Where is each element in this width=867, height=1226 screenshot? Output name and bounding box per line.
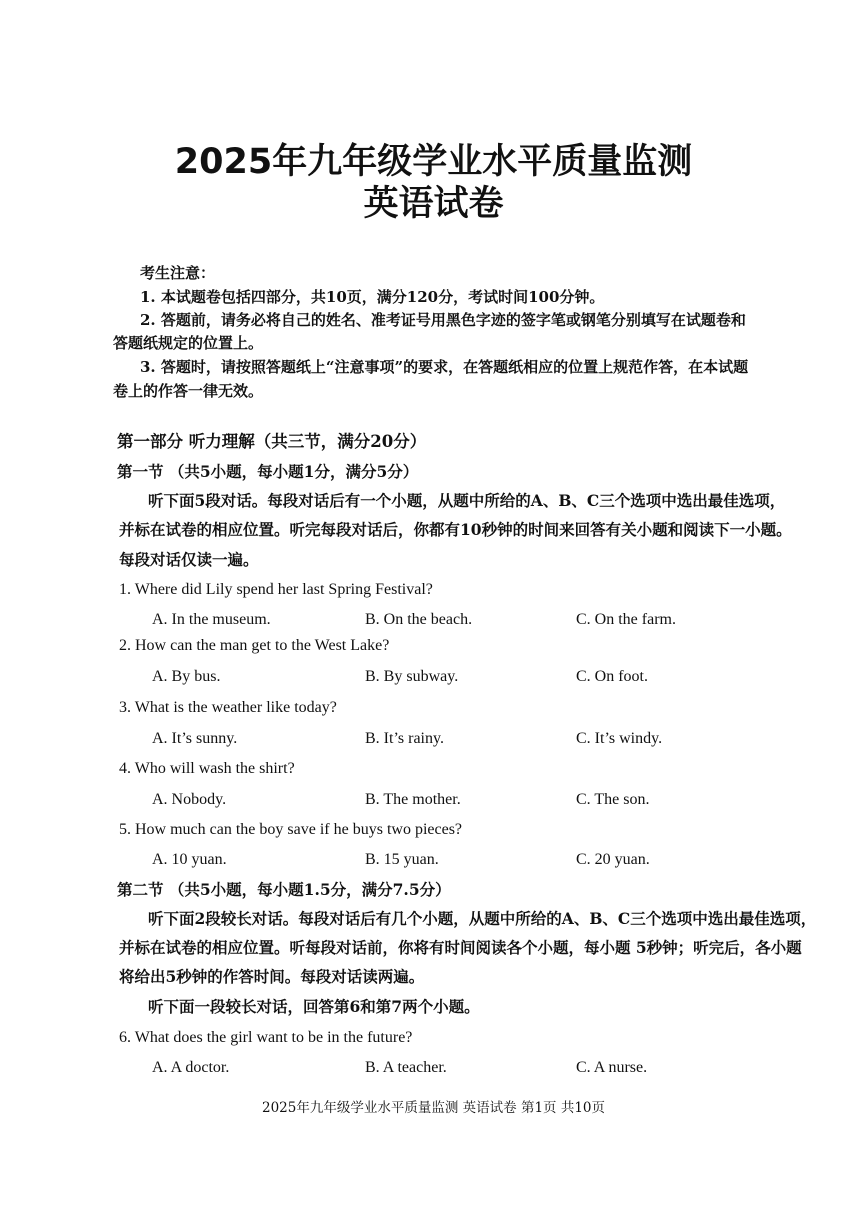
q6-option-a: A. A doctor. bbox=[152, 1059, 230, 1076]
notice-item-1: 1. 本试题卷包括四部分，共10页，满分120分，考试时间100分钟。 bbox=[140, 288, 605, 306]
q5-option-c: C. 20 yuan. bbox=[576, 851, 650, 868]
section2-instruction-1: 听下面2段较长对话。每段对话后有几个小题，从题中所给的A、B、C三个选项中选出最佳选项， bbox=[148, 909, 817, 928]
section2-instruction-3: 将给出5秒钟的作答时间。每段对话读两遍。 bbox=[119, 967, 425, 986]
page-footer: 2025年九年级学业水平质量监测 英语试卷 第1页 共10页 bbox=[262, 1100, 605, 1116]
section1-instruction-2: 并标在试卷的相应位置。听完每段对话后，你都有10秒钟的时间来回答有关小题和阅读下一小题。 bbox=[119, 520, 792, 539]
question-4: 4. Who will wash the shirt? bbox=[119, 760, 295, 777]
q2-option-a: A. By bus. bbox=[152, 668, 221, 685]
title-line-1: 2025年九年级学业水平质量监测 bbox=[174, 142, 693, 182]
q6-option-c: C. A nurse. bbox=[576, 1059, 648, 1076]
question-1: 1. Where did Lily spend her last Spring Festival? bbox=[119, 581, 433, 598]
q4-option-c: C. The son. bbox=[576, 791, 650, 808]
question-3: 3. What is the weather like today? bbox=[119, 699, 337, 716]
section2-heading: 第二节 （共5小题，每小题1.5分，满分7.5分） bbox=[117, 880, 451, 899]
question-6: 6. What does the girl want to be in the future? bbox=[119, 1029, 413, 1046]
title-line-2: 英语试卷 bbox=[363, 184, 504, 224]
question-5: 5. How much can the boy save if he buys two pieces? bbox=[119, 821, 463, 838]
section1-instruction-1: 听下面5段对话。每段对话后有一个小题，从题中所给的A、B、C三个选项中选出最佳选项， bbox=[148, 491, 786, 510]
notice-item-3-cont: 卷上的作答一律无效。 bbox=[113, 382, 264, 400]
section1-instruction-3: 每段对话仅读一遍。 bbox=[119, 550, 259, 569]
q3-option-c: C. It’s windy. bbox=[576, 730, 663, 747]
q2-option-b: B. By subway. bbox=[365, 668, 459, 685]
q3-option-b: B. It’s rainy. bbox=[365, 730, 444, 747]
q1-option-a: A. In the museum. bbox=[152, 611, 271, 628]
notice-item-2-cont: 答题纸规定的位置上。 bbox=[113, 334, 264, 352]
notice-item-2: 2. 答题前，请务必将自己的姓名、准考证号用黑色字迹的签字笔或钢笔分别填写在试题卷和 bbox=[140, 311, 746, 329]
notice-heading: 考生注意： bbox=[140, 264, 216, 282]
q2-option-c: C. On foot. bbox=[576, 668, 648, 685]
question-2: 2. How can the man get to the West Lake? bbox=[119, 637, 390, 654]
section2-instruction-2: 并标在试卷的相应位置。听每段对话前，你将有时间阅读各个小题，每小题 5秒钟；听完后，各小题 bbox=[119, 938, 802, 957]
section2-sub-instruction: 听下面一段较长对话，回答第6和第7两个小题。 bbox=[148, 997, 480, 1016]
section1-heading: 第一节 （共5小题，每小题1分，满分5分） bbox=[117, 462, 419, 481]
q5-option-b: B. 15 yuan. bbox=[365, 851, 439, 868]
q4-option-b: B. The mother. bbox=[365, 791, 461, 808]
q1-option-b: B. On the beach. bbox=[365, 611, 473, 628]
q1-option-c: C. On the farm. bbox=[576, 611, 676, 628]
q6-option-b: B. A teacher. bbox=[365, 1059, 447, 1076]
q4-option-a: A. Nobody. bbox=[152, 791, 227, 808]
notice-item-3: 3. 答题时，请按照答题纸上“注意事项”的要求，在答题纸相应的位置上规范作答，在本试题 bbox=[140, 358, 749, 376]
q5-option-a: A. 10 yuan. bbox=[152, 851, 227, 868]
part1-heading: 第一部分 听力理解（共三节，满分20分） bbox=[117, 432, 427, 451]
q3-option-a: A. It’s sunny. bbox=[152, 730, 238, 747]
